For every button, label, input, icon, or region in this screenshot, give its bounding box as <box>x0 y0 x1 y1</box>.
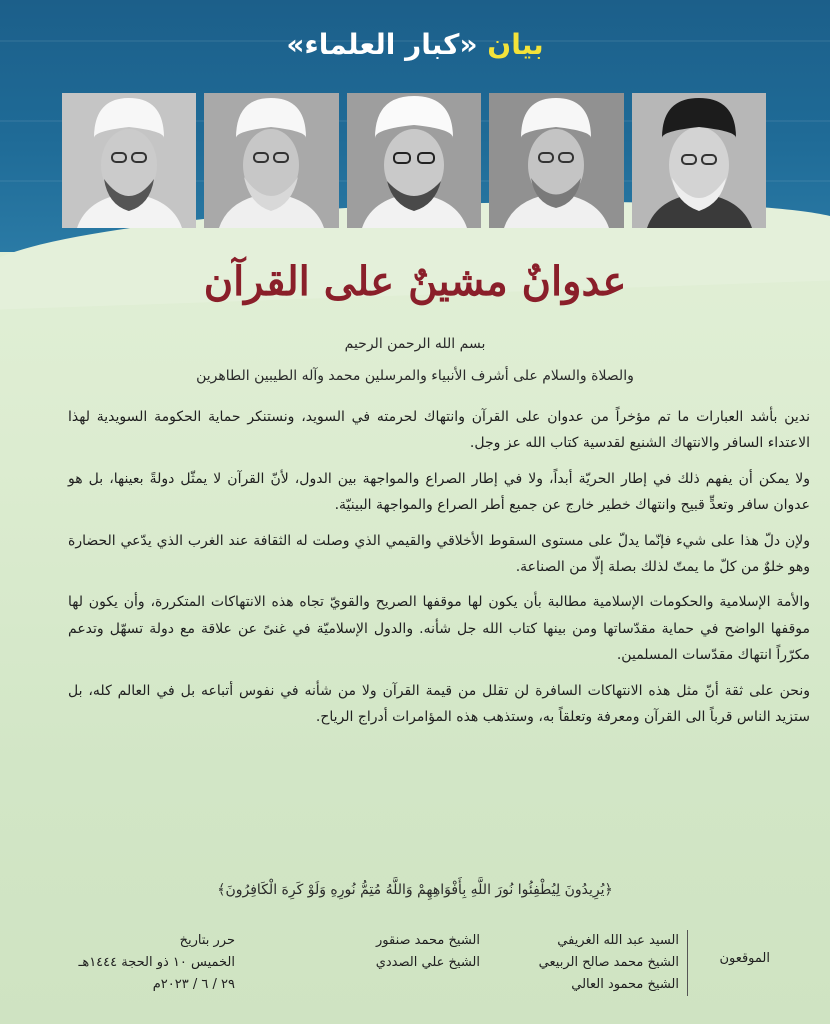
portrait-2 <box>489 93 623 228</box>
date-block <box>65 930 235 996</box>
header-prefix: بيان <box>487 28 544 61</box>
date-hijri: الخميس ١٠ ذو الحجة ١٤٤٤هـ <box>78 955 235 970</box>
signatures-footer <box>60 930 770 1015</box>
signatory-name: السيد عبد الله الغريفي <box>557 933 679 948</box>
statement-title: عدوانٌ مشينٌ على القرآن <box>203 258 627 305</box>
basmala: بسم الله الرحمن الرحيم <box>344 336 486 352</box>
signatory-name: الشيخ محمود العالي <box>571 977 679 992</box>
signatory-name: الشيخ علي الصددي <box>375 955 480 970</box>
quran-verse: ﴿يُرِيدُونَ لِيُطْفِئُوا نُورَ اللَّهِ بِأَفْوَاهِهِمْ وَاللَّهُ مُتِمُّ نُورِهِ وَلَوْ كَرِهَ الْكَافِرُونَ﴾ <box>217 882 613 898</box>
signatory-name: الشيخ محمد صنقور <box>376 933 480 948</box>
header-title-text: «كبار العلماء» <box>286 28 478 61</box>
signatory-name: الشيخ محمد صالح الربيعي <box>538 955 679 970</box>
date-label: حرر بتاريخ <box>179 933 235 948</box>
signatories-column-1 <box>519 930 688 996</box>
portrait-1 <box>632 93 766 228</box>
portrait-4 <box>204 93 338 228</box>
header-title <box>0 28 830 61</box>
paragraph: ولإن دلّ هذا على شيء فإنّما يدلّ على مستوى السقوط الأخلاقي والقيمي الذي وصلت له الثقافة عند الغرب الذي يدّعي الحضارة وهو خلوٌ من كلّ ما يمتّ لذلك بصلة إلّا من الصناعة. <box>68 532 810 576</box>
signatories-label: الموقعون <box>719 951 770 966</box>
portrait-5 <box>62 93 196 228</box>
portraits-row <box>62 93 766 228</box>
signatories-column-2 <box>320 930 480 974</box>
paragraph: ونحن على ثقة أنّ مثل هذه الانتهاكات السافرة لن تقلل من قيمة القرآن ولا من شأنه في نفوس أتباعه بل في العالم كله، بل ستزيد الناس قرباً الى القرآن ومعرفة وتعلقاً به، وستذهب هذه المؤامرات أدراج الرياح. <box>68 682 810 726</box>
portrait-3 <box>347 93 481 228</box>
paragraph: ندين بأشد العبارات ما تم مؤخراً من عدوان على القرآن وانتهاك لحرمته في السويد، ونستنكر حماية الحكومة السويدية لهذا الاعتداء السافر والانتهاك الشنيع لقدسية كتاب الله عز وجل. <box>68 409 810 452</box>
date-gregorian: ٢٩ / ٦ / ٢٠٢٣م <box>152 977 235 992</box>
paragraph: والأمة الإسلامية والحكومات الإسلامية مطالبة بأن يكون لها موقفها الصريح والقويّ تجاه هذه الانتهاكات المتكررة، وأن يكون لها موقفها الواضح في حماية مقدّساتها ومن بينها كتاب الله جل شأنه. والدول الإسلاميّة في غنىً عن علاقة مع دولة تسهّل وتدعم مكرّراً انتهاك مقدّسات المسلمين. <box>68 594 810 664</box>
statement-body <box>68 404 810 739</box>
paragraph: ولا يمكن أن يفهم ذلك في إطار الحريّة أبداً، ولا في إطار الصراع والمواجهة بين الدول، لأنّ القرآن لا يمثّل دولةً بعينها، بل هو عدوان سافر وتعدٍّ قبيح وانتهاك خطير خارج عن جميع أطر الصراع والمواجهة البينيّة. <box>68 470 810 514</box>
salutation: والصلاة والسلام على أشرف الأنبياء والمرسلين محمد وآله الطيبين الطاهرين <box>196 368 634 384</box>
